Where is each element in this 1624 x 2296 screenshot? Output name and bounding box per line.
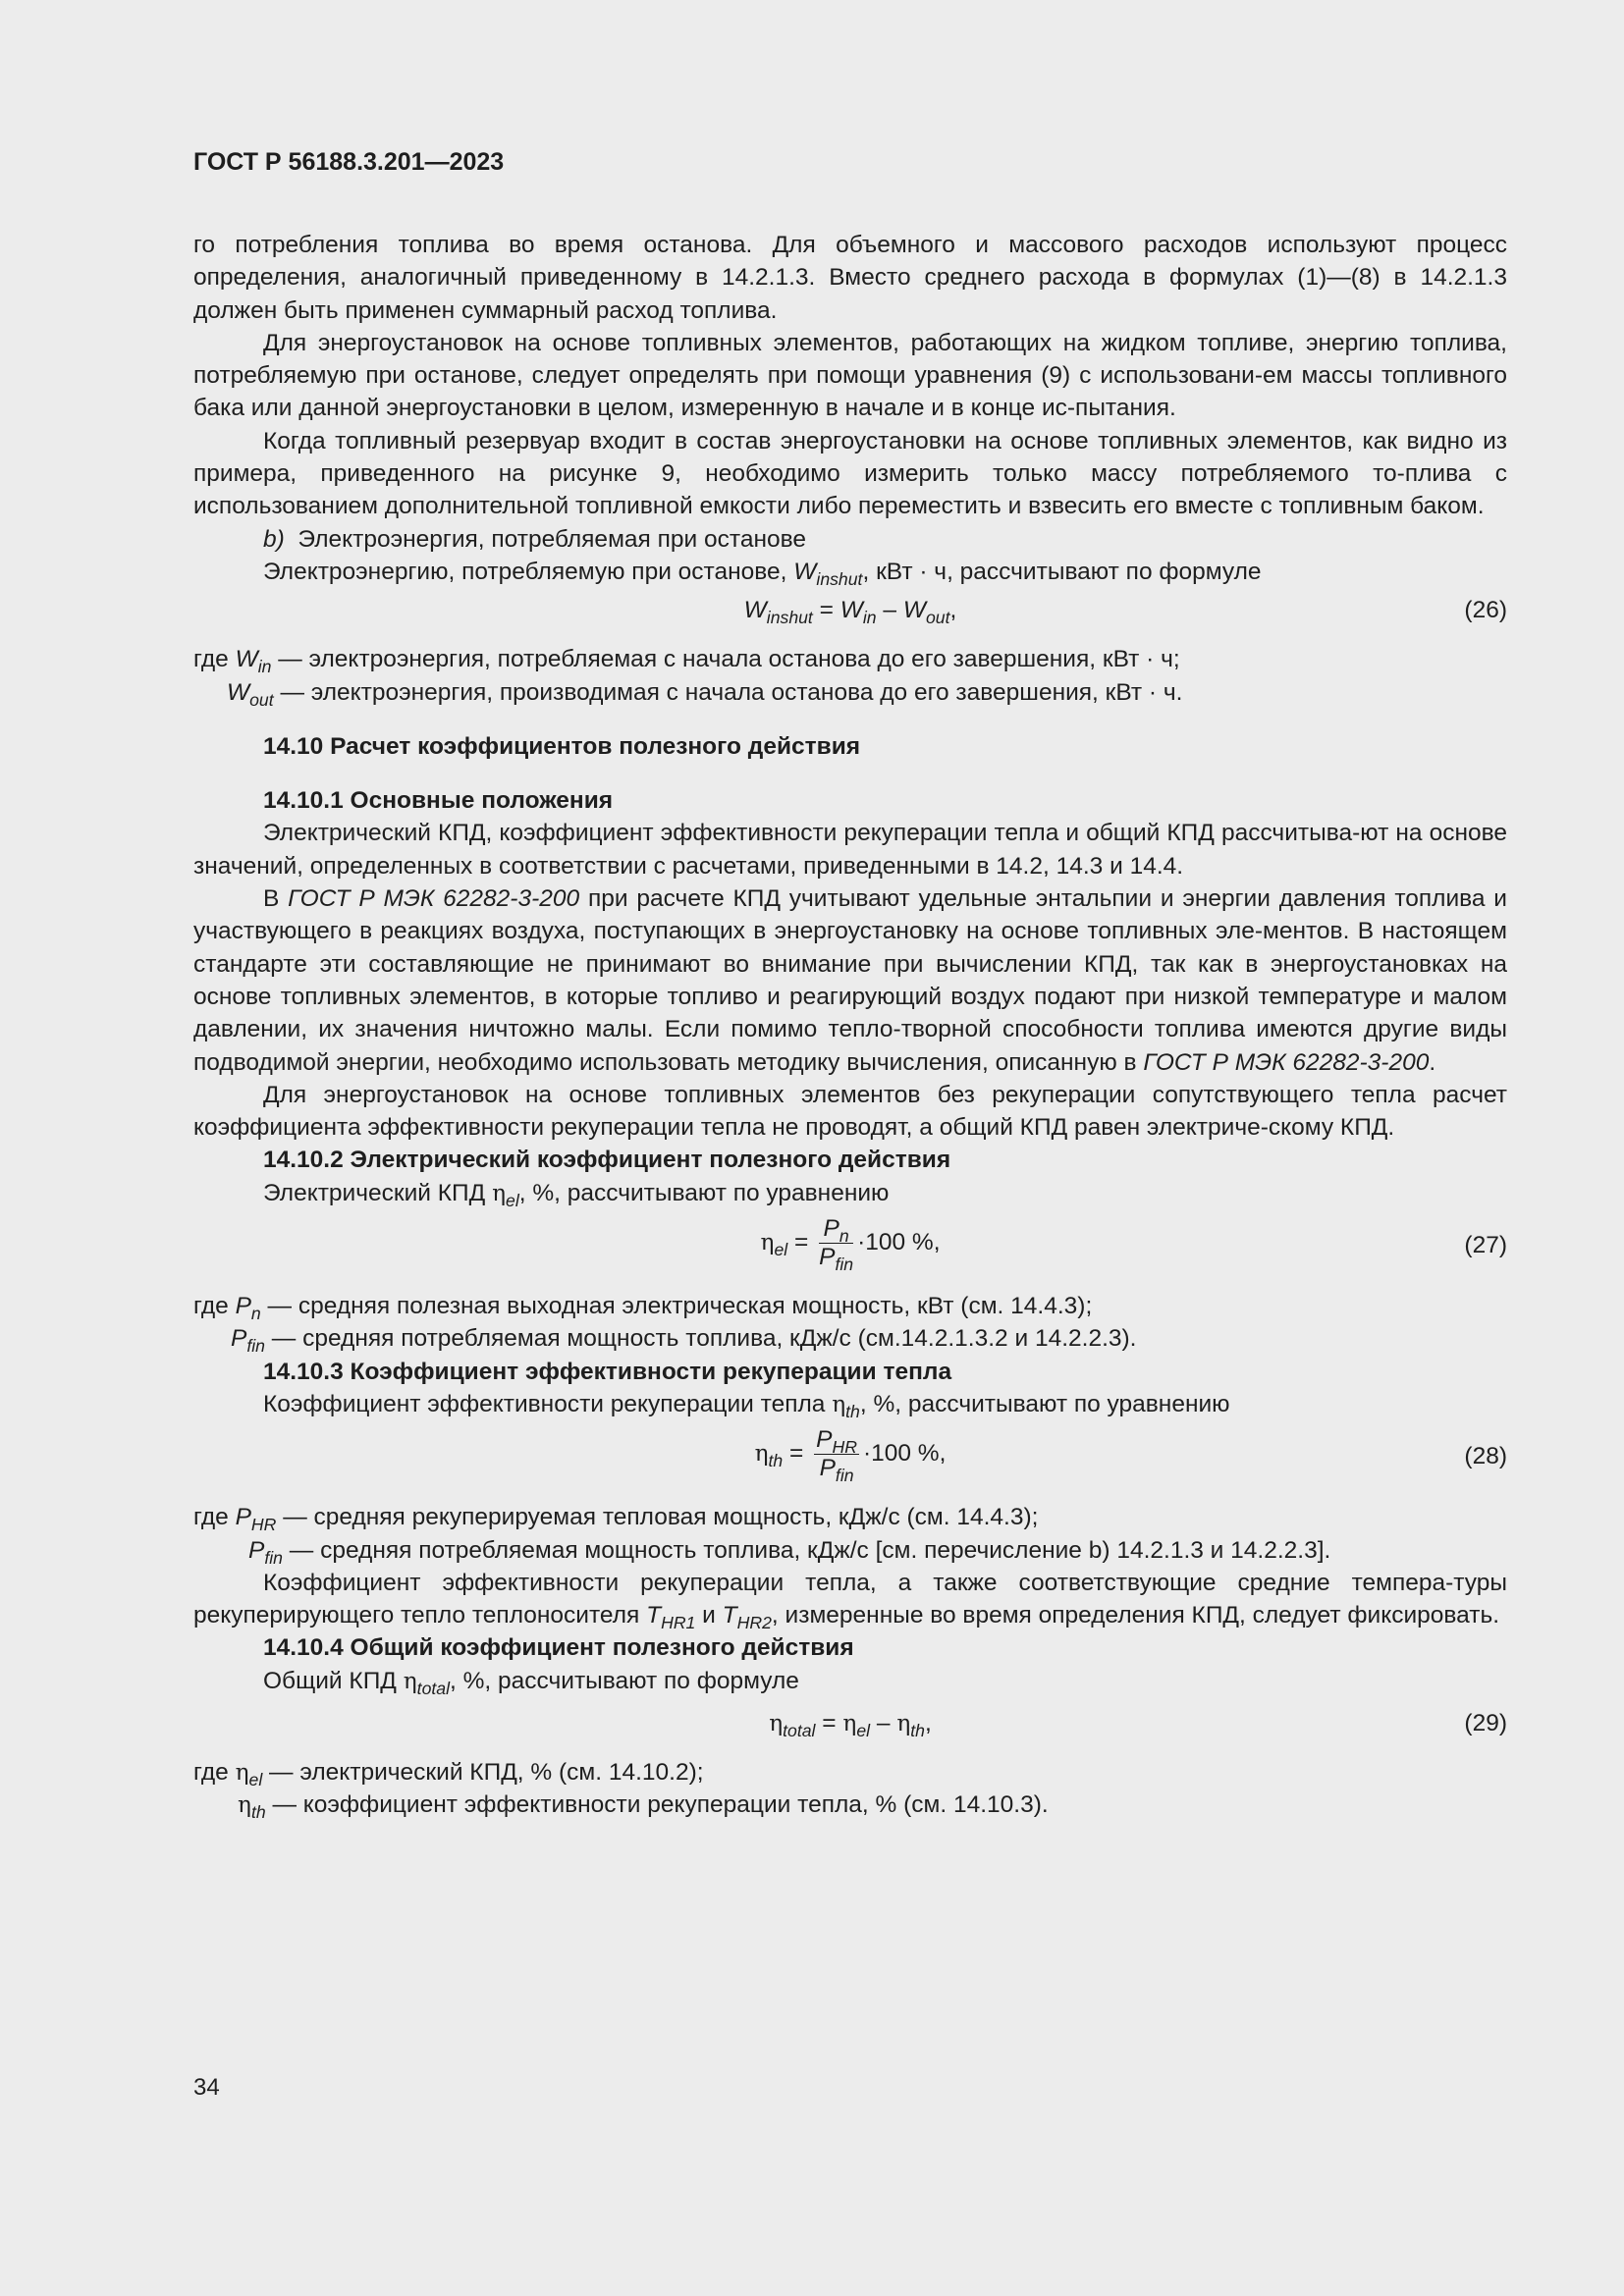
paragraph-record-temperatures: Коэффициент эффективности рекуперации тепла, а также соответствующие средние темпера-туры рекуперирующего тепло теплоносителя $T_{HR1}$ и $T_{HR2}$, измеренные во время определения КПД, следует фиксировать.: [193, 1569, 1507, 1633]
formula-28-body: $\eta_{th}$ = $\frac{P_{HR}}{P_{fin}}$ ·100 %,: [754, 1426, 947, 1485]
page-number: 34: [193, 2074, 220, 2101]
section-heading-14-10-2: 14.10.2 Электрический коэффициент полезного действия: [263, 1147, 951, 1174]
list-item-text: Электроэнергия, потребляемая при останове: [298, 525, 806, 553]
formula-28-number: (28): [1464, 1443, 1507, 1470]
section-heading-14-10-3: 14.10.3 Коэффициент эффективности рекуперации тепла: [263, 1358, 952, 1385]
formula-29-number: (29): [1464, 1709, 1507, 1736]
where-28-pfin: $P_{fin}$ — средняя потребляемая мощность топлива, кДж/с [см. перечисление b) 14.2.1.3 и 14.2.2.3].: [248, 1536, 1331, 1568]
standard-reference: ГОСТ Р МЭК 62282-3-200: [288, 885, 580, 913]
where-27-pn: где $P_n$ — средняя полезная выходная электрическая мощность, кВт (см. 14.4.3);: [193, 1293, 1093, 1324]
formula-29: [193, 1707, 1507, 1752]
paragraph-electricity-intro: Электроэнергию, потребляемую при останове, $W_{inshut}$, кВт · ч, рассчитывают по формуле: [263, 558, 1262, 590]
where-29-eta-el: где $\eta_{el}$ — электрический КПД, % (см. 14.10.2);: [193, 1758, 704, 1790]
where-26-win: где $W_{in}$ — электроэнергия, потребляемая с начала останова до его завершения, кВт · ч;: [193, 646, 1180, 677]
paragraph-no-recuperation: Для энергоустановок на основе топливных элементов без рекуперации сопутствующего тепла расчет коэффициента эффективности рекуперации тепла не проводят, а общий КПД равен электриче-скому КПД.: [193, 1081, 1507, 1142]
paragraph-fuel-tank: Когда топливный резервуар входит в состав энергоустановки на основе топливных элементов, как видно из примера, приведенного на рисунке 9, необходимо измерить только массу потребляемого то-плива с использованием дополнительной топливной емкости либо переместить и взвесить его вместе с топливным баком.: [193, 427, 1507, 520]
formula-27-body: $\eta_{el}$ = $\frac{P_n}{P_{fin}}$ ·100 %,: [760, 1215, 941, 1274]
document-header: ГОСТ Р 56188.3.201—2023: [193, 148, 505, 176]
standard-reference: ГОСТ Р МЭК 62282-3-200: [1143, 1048, 1430, 1076]
fraction: $\frac{P_n}{P_{fin}}$: [819, 1215, 854, 1274]
formula-28: [193, 1428, 1507, 1493]
list-marker: b): [263, 525, 285, 553]
paragraph-efficiency-basis: Электрический КПД, коэффициент эффективности рекуперации тепла и общий КПД рассчитыва-ют на основе значений, определенных в соответствии с расчетами, приведенными в 14.2, 14.3 и 14.4.: [193, 820, 1507, 880]
section-heading-14-10-4: 14.10.4 Общий коэффициент полезного действия: [263, 1634, 854, 1662]
section-heading-14-10: 14.10 Расчет коэффициентов полезного действия: [263, 732, 861, 760]
paragraph-total-efficiency-intro: Общий КПД $\eta_{total}$, %, рассчитывают по формуле: [263, 1667, 799, 1698]
formula-26: [193, 594, 1507, 637]
document-page: [193, 147, 1507, 1822]
where-28-phr: где $P_{HR}$ — средняя рекуперируемая тепловая мощность, кДж/с (см. 14.4.3);: [193, 1504, 1039, 1535]
formula-29-body: $\eta_{total} = \eta_{el} - \eta_{th}$,: [769, 1709, 932, 1741]
section-heading-14-10-1: 14.10.1 Основные положения: [263, 787, 614, 815]
paragraph-gost-reference: В ГОСТ Р МЭК 62282-3-200 при расчете КПД учитывают удельные энтальпии и энергии давления топлива и участвующего в реакциях воздуха, поступающих в энергоустановку на основе топливных эле-ментов. В настоящем стандарте эти составляющие не принимают во внимание при вычислении КПД, так как в энергоустановках на основе топливных элементов, в которые топливо и реагирующий воздух подают при низкой температуре и малом давлении, их значения ничтожно малы. Если помимо тепло-творной способности топлива имеются другие виды подводимой энергии, необходимо использовать методику вычисления, описанную в ГОСТ Р МЭК 62282-3-200.: [193, 885, 1507, 1076]
formula-26-number: (26): [1464, 597, 1507, 624]
paragraph-liquid-fuel: Для энергоустановок на основе топливных элементов, работающих на жидком топливе, энергию топлива, потребляемую при останове, следует определять при помощи уравнения (9) с использовани-ем массы топливного бака или данной энергоустановки в целом, измеренную в начале и в конце ис-пытания.: [193, 329, 1507, 422]
paragraph-continuation: го потребления топлива во время останова. Для объемного и массового расходов используют процесс определения, аналогичный приведенному в 14.2.1.3. Вместо среднего расхода в формулах (1)—(8) в 14.2.1.3 должен быть применен суммарный расход топлива.: [193, 232, 1507, 324]
formula-27: [193, 1217, 1507, 1282]
list-item-b: [193, 523, 1507, 556]
where-26-wout: $W_{out}$ — электроэнергия, производимая с начала останова до его завершения, кВт · ч.: [227, 678, 1183, 710]
fraction: $\frac{P_{HR}}{P_{fin}}$: [816, 1426, 857, 1485]
where-27-pfin: $P_{fin}$ — средняя потребляемая мощность топлива, кДж/с (см.14.2.1.3.2 и 14.2.2.3).: [231, 1325, 1137, 1357]
paragraph-heat-recovery-intro: Коэффициент эффективности рекуперации тепла $\eta_{th}$, %, рассчитывают по уравнению: [263, 1390, 1230, 1422]
formula-27-number: (27): [1464, 1232, 1507, 1259]
where-29-eta-th: $\eta_{th}$ — коэффициент эффективности рекуперации тепла, % (см. 14.10.3).: [238, 1791, 1049, 1823]
formula-26-body: $W_{inshut} = W_{in} - W_{out}$,: [743, 597, 957, 628]
paragraph-electric-efficiency-intro: Электрический КПД $\eta_{el}$, %, рассчитывают по уравнению: [263, 1179, 890, 1210]
